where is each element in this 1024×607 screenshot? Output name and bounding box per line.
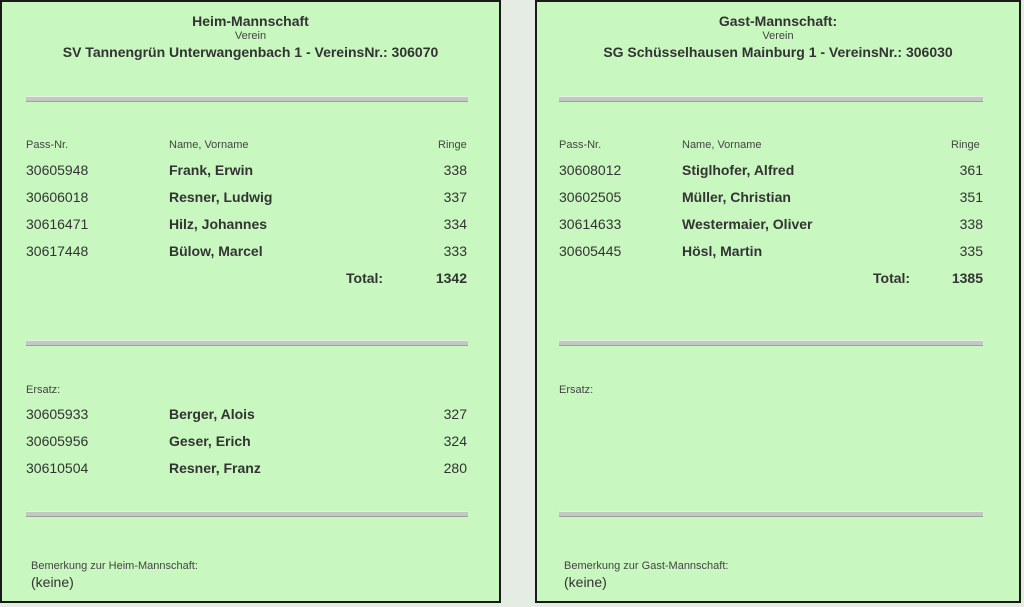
- divider: [26, 511, 468, 517]
- player-row: [2, 162, 499, 182]
- player-ringe: 333: [443, 243, 467, 259]
- player-row: [2, 216, 499, 236]
- home-remark-value: (keine): [31, 574, 74, 590]
- player-row: [537, 189, 1019, 209]
- col-pass-header: Pass-Nr.: [26, 139, 69, 151]
- ersatz-row: [2, 406, 499, 426]
- player-name: Resner, Ludwig: [169, 189, 273, 205]
- home-club-line: SV Tannengrün Unterwangenbach 1 - VereinsNr.: 306070: [62, 44, 439, 60]
- guest-team-title: Gast-Mannschaft:: [718, 13, 838, 29]
- col-ringe-header: Ringe: [438, 139, 467, 151]
- divider: [559, 340, 983, 346]
- player-name: Stiglhofer, Alfred: [682, 162, 795, 178]
- player-name: Resner, Franz: [169, 460, 261, 476]
- total-label: Total:: [873, 270, 911, 286]
- player-name: Berger, Alois: [169, 406, 255, 422]
- player-ringe: 338: [443, 162, 467, 178]
- pass-number: 30608012: [559, 162, 622, 178]
- player-name: Geser, Erich: [169, 433, 251, 449]
- divider: [559, 96, 983, 102]
- player-row: [537, 162, 1019, 182]
- pass-number: 30616471: [26, 216, 89, 232]
- home-verein-label: Verein: [234, 30, 267, 42]
- guest-club-line: SG Schüsselhausen Mainburg 1 - VereinsNr.: 306030: [603, 44, 953, 60]
- player-name: Müller, Christian: [682, 189, 791, 205]
- divider: [26, 96, 468, 102]
- col-name-header: Name, Vorname: [682, 139, 762, 151]
- pass-number: 30614633: [559, 216, 622, 232]
- ersatz-label: Ersatz:: [559, 384, 594, 396]
- player-name: Westermaier, Oliver: [682, 216, 813, 232]
- total-value: 1342: [435, 270, 467, 286]
- col-pass-header: Pass-Nr.: [559, 139, 602, 151]
- guest-team-panel: [535, 0, 1021, 603]
- ersatz-row: [2, 433, 499, 453]
- pass-number: 30605445: [559, 243, 622, 259]
- player-name: Hilz, Johannes: [169, 216, 268, 232]
- player-ringe: 324: [443, 433, 467, 449]
- col-ringe-header: Ringe: [951, 139, 980, 151]
- pass-number: 30602505: [559, 189, 622, 205]
- player-ringe: 327: [443, 406, 467, 422]
- player-ringe: 334: [443, 216, 467, 232]
- player-row: [2, 189, 499, 209]
- total-label: Total:: [346, 270, 384, 286]
- guest-remark-label: Bemerkung zur Gast-Mannschaft:: [564, 560, 729, 572]
- player-ringe: 335: [959, 243, 983, 259]
- home-remark-label: Bemerkung zur Heim-Mannschaft:: [31, 560, 198, 572]
- divider: [26, 340, 468, 346]
- player-name: Frank, Erwin: [169, 162, 254, 178]
- ersatz-row: [2, 460, 499, 480]
- home-team-panel: [0, 0, 501, 603]
- pass-number: 30605948: [26, 162, 89, 178]
- total-value: 1385: [951, 270, 983, 286]
- player-ringe: 361: [959, 162, 983, 178]
- guest-verein-label: Verein: [762, 30, 794, 42]
- pass-number: 30606018: [26, 189, 89, 205]
- player-ringe: 338: [959, 216, 983, 232]
- player-name: Bülow, Marcel: [169, 243, 263, 259]
- pass-number: 30610504: [26, 460, 89, 476]
- home-team-title: Heim-Mannschaft: [192, 13, 309, 29]
- player-row: [2, 243, 499, 263]
- player-name: Hösl, Martin: [682, 243, 763, 259]
- pass-number: 30617448: [26, 243, 89, 259]
- player-ringe: 337: [443, 189, 467, 205]
- pass-number: 30605956: [26, 433, 89, 449]
- col-name-header: Name, Vorname: [169, 139, 249, 151]
- player-ringe: 280: [443, 460, 467, 476]
- pass-number: 30605933: [26, 406, 89, 422]
- divider: [559, 511, 983, 517]
- ersatz-label: Ersatz:: [26, 384, 61, 396]
- player-row: [537, 243, 1019, 263]
- guest-remark-value: (keine): [564, 574, 607, 590]
- player-row: [537, 216, 1019, 236]
- player-ringe: 351: [959, 189, 983, 205]
